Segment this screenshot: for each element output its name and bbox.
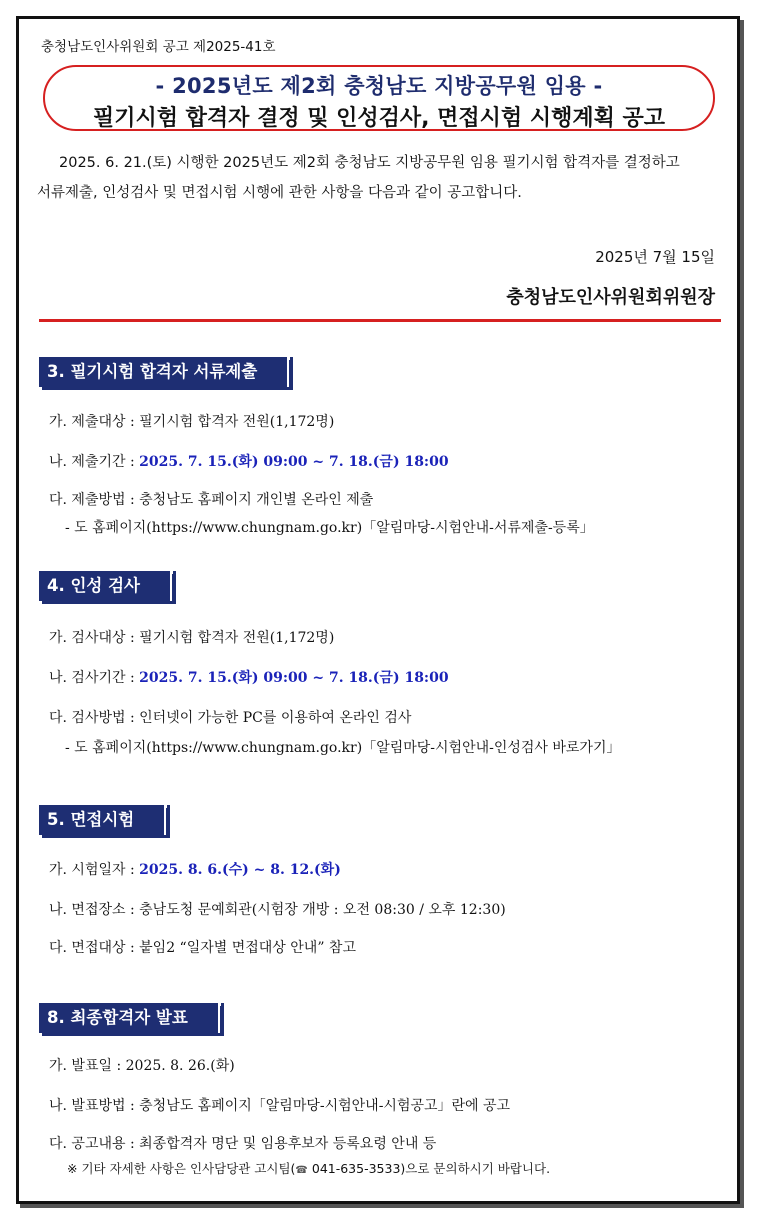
list-item: 가. 시험일자 : 2025. 8. 6.(수) ~ 8. 12.(화) — [49, 862, 341, 878]
list-item: 나. 제출기간 : 2025. 7. 15.(화) 09:00 ~ 7. 18.(금) 18:00 — [49, 454, 449, 470]
list-item: 가. 제출대상 : 필기시험 합격자 전원(1,172명) — [49, 414, 335, 430]
list-item: 다. 공고내용 : 최종합격자 명단 및 임용후보자 등록요령 안내 등 — [49, 1136, 437, 1152]
list-item: 나. 검사기간 : 2025. 7. 15.(화) 09:00 ~ 7. 18.(금) 18:00 — [49, 670, 449, 686]
list-item: 나. 발표방법 : 충청남도 홈페이지「알림마당-시험안내-시험공고」란에 공고 — [49, 1098, 511, 1114]
page-title: 필기시험 합격자 결정 및 인성검사, 면접시험 시행계획 공고 — [92, 106, 666, 131]
list-item: 나. 면접장소 : 충남도청 문예회관(시험장 개방 : 오전 08:30 / 오후 12:30) — [49, 902, 506, 918]
section-heading-final-results: 8. 최종합격자 발표 — [39, 1003, 220, 1033]
list-item: 다. 제출방법 : 충청남도 홈페이지 개인별 온라인 제출 — [49, 492, 374, 508]
footnote: ※ 기타 자세한 사항은 인사담당관 고시팀(☎ 041-635-3533)으로 문의하시기 바랍니다. — [67, 1161, 551, 1176]
notice-date: 2025년 7월 15일 — [595, 248, 715, 266]
list-item: 가. 검사대상 : 필기시험 합격자 전원(1,172명) — [49, 630, 335, 646]
list-item: 다. 면접대상 : 붙임2 “일자별 면접대상 안내” 참고 — [49, 940, 356, 956]
phone-icon: ☎ — [295, 1165, 308, 1176]
list-item: 가. 발표일 : 2025. 8. 26.(화) — [49, 1058, 235, 1074]
signer-title: 충청남도인사위원회위원장 — [506, 287, 715, 308]
section-heading-personality-test: 4. 인성 검사 — [39, 571, 172, 601]
list-item-link: - 도 홈페이지(https://www.chungnam.go.kr)「알림마당-시험안내-인성검사 바로가기」 — [65, 740, 621, 756]
divider — [39, 319, 721, 322]
intro-paragraph: 2025. 6. 21.(토) 시행한 2025년도 제2회 충청남도 지방공무원 임용 필기시험 합격자를 결정하고 서류제출, 인성검사 및 면접시험 시행에 관한 사항을 다음과 같이 공고합니다. — [37, 155, 680, 201]
notice-number: 충청남도인사위원회 공고 제2025-41호 — [41, 39, 276, 55]
notice-frame — [16, 16, 740, 1204]
list-item: 다. 검사방법 : 인터넷이 가능한 PC를 이용하여 온라인 검사 — [49, 710, 412, 726]
section-heading-interview: 5. 면접시험 — [39, 805, 166, 835]
title-subheading: - 2025년도 제2회 충청남도 지방공무원 임용 - — [155, 74, 603, 98]
title-box — [43, 65, 715, 131]
list-item-link: - 도 홈페이지(https://www.chungnam.go.kr)「알림마당-시험안내-서류제출-등록」 — [65, 520, 594, 536]
section-heading-submission: 3. 필기시험 합격자 서류제출 — [39, 357, 289, 387]
